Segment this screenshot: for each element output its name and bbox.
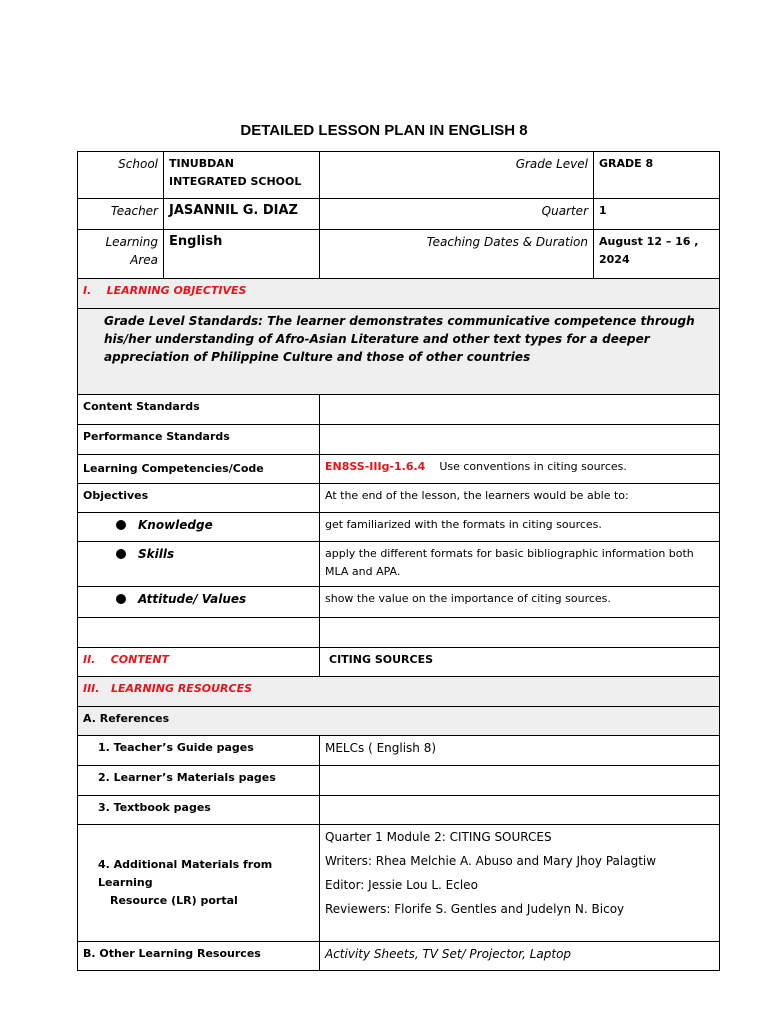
row-teacher <box>78 199 720 230</box>
skills-row <box>78 542 720 587</box>
quarter-label: Quarter <box>320 199 594 230</box>
area-value: English <box>164 230 320 279</box>
section-3-num: III. <box>83 682 100 695</box>
am-label-line1: 4. Additional Materials from Learning <box>98 858 273 889</box>
competencies-row <box>78 455 720 484</box>
objectives-intro: At the end of the lesson, the learners would be able to: <box>320 484 720 513</box>
knowledge-text: get familiarized with the formats in citing sources. <box>320 513 720 542</box>
knowledge-label: Knowledge <box>138 518 213 532</box>
grade-label: Grade Level <box>320 152 594 199</box>
competencies-label: Learning Competencies/Code <box>78 455 320 484</box>
section-1-heading <box>78 279 720 309</box>
bullet-icon <box>116 594 126 604</box>
section-1-title: LEARNING OBJECTIVES <box>106 284 247 297</box>
row-school <box>78 152 720 199</box>
bullet-icon <box>116 520 126 530</box>
dates-label: Teaching Dates & Duration <box>320 230 594 279</box>
area-label: Learning Area <box>78 230 164 279</box>
references-label: A. References <box>78 707 720 736</box>
school-value: TINUBDAN INTEGRATED SCHOOL <box>164 152 320 199</box>
lm-row <box>78 766 720 796</box>
performance-standards-row <box>78 425 720 455</box>
section-2-num: II. <box>83 653 96 666</box>
attitude-label: Attitude/ Values <box>138 592 247 606</box>
competency-text: Use conventions in citing sources. <box>439 460 627 473</box>
page-title: DETAILED LESSON PLAN IN ENGLISH 8 <box>240 122 528 139</box>
grade-standards: Grade Level Standards: The learner demonstrates communicative competence through his/her understanding of Afro-Asian Literature and other text types for a deeper appreciation of Philippine Culture and those of other countries <box>78 309 720 395</box>
skills-text: apply the different formats for basic bibliographic information both MLA and APA. <box>320 542 720 587</box>
grade-value: GRADE 8 <box>594 152 720 199</box>
school-label: School <box>78 152 164 199</box>
content-standards-value <box>320 395 720 425</box>
references-row <box>78 707 720 736</box>
content-value: CITING SOURCES <box>320 648 720 677</box>
dates-value: August 12 – 16 , 2024 <box>594 230 720 279</box>
objectives-label: Objectives <box>78 484 320 513</box>
tb-label: 3. Textbook pages <box>78 796 320 825</box>
section-2-title: CONTENT <box>110 653 170 666</box>
am-line1: Quarter 1 Module 2: CITING SOURCES <box>325 830 552 844</box>
lesson-plan-table <box>77 151 720 971</box>
teacher-value: JASANNIL G. DIAZ <box>164 199 320 230</box>
content-standards-row <box>78 395 720 425</box>
teacher-label: Teacher <box>78 199 164 230</box>
performance-standards-label: Performance Standards <box>78 425 320 455</box>
attitude-row <box>78 587 720 618</box>
section-2-row <box>78 648 720 677</box>
competency-code: EN8SS-IIIg-1.6.4 <box>325 460 426 473</box>
other-resources-row <box>78 942 720 971</box>
am-line4: Reviewers: Florife S. Gentles and Judelyn N. Bicoy <box>325 902 625 916</box>
section-1-num: I. <box>83 284 92 297</box>
am-label-line2: Resource (LR) portal <box>110 894 238 907</box>
additional-materials-row <box>78 825 720 942</box>
row-area <box>78 230 720 279</box>
section-3-heading <box>78 677 720 707</box>
content-standards-label: Content Standards <box>78 395 320 425</box>
section-3-title: LEARNING RESOURCES <box>110 682 253 695</box>
grade-standards-row <box>78 309 720 395</box>
knowledge-row <box>78 513 720 542</box>
am-line3: Editor: Jessie Lou L. Ecleo <box>325 878 478 892</box>
lm-label: 2. Learner’s Materials pages <box>78 766 320 796</box>
tg-label: 1. Teacher’s Guide pages <box>78 736 320 766</box>
am-line2: Writers: Rhea Melchie A. Abuso and Mary Jhoy Palagtiw <box>325 854 657 868</box>
performance-standards-value <box>320 425 720 455</box>
quarter-value: 1 <box>594 199 720 230</box>
tb-row <box>78 796 720 825</box>
empty-row <box>78 618 720 648</box>
tg-row <box>78 736 720 766</box>
bullet-icon <box>116 549 126 559</box>
objectives-row <box>78 484 720 513</box>
other-resources-label: B. Other Learning Resources <box>78 942 320 971</box>
tg-value: MELCs ( English 8) <box>320 736 720 766</box>
attitude-text: show the value on the importance of citing sources. <box>320 587 720 618</box>
skills-label: Skills <box>138 547 175 561</box>
other-resources-value: Activity Sheets, TV Set/ Projector, Laptop <box>320 942 720 971</box>
